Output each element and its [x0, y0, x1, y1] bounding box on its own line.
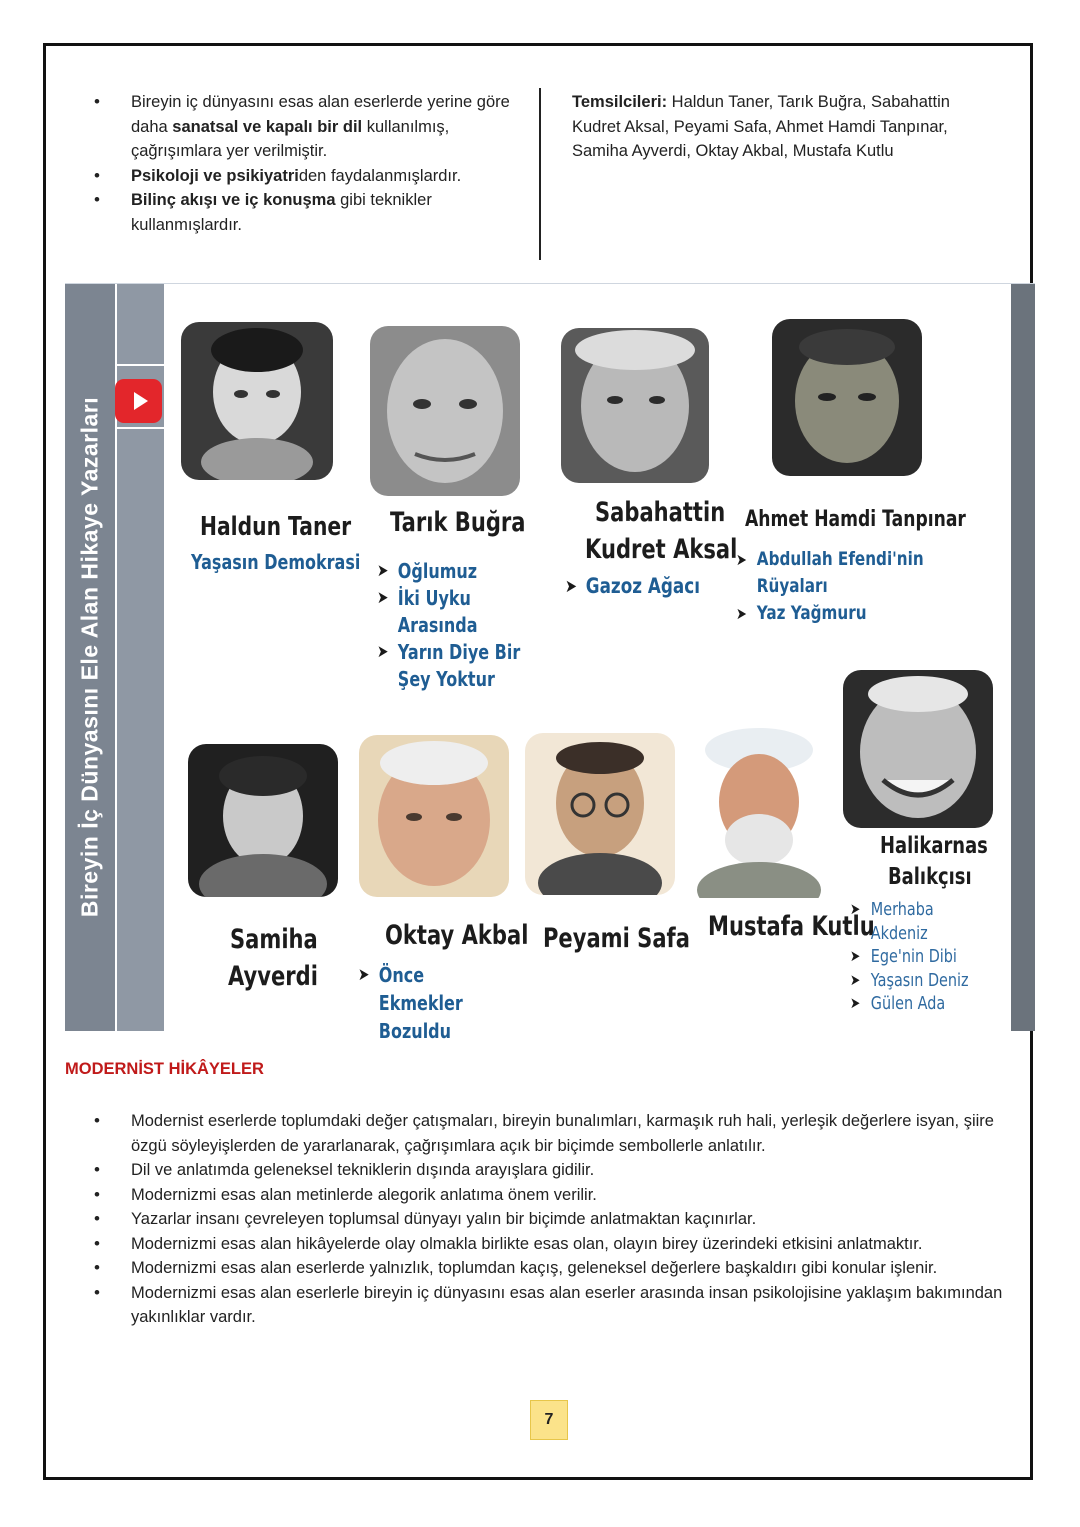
list-item: • Psikoloji ve psikiyatriden faydalanmışlardır.: [92, 164, 522, 189]
author-name: Peyami Safa: [543, 923, 690, 954]
play-icon[interactable]: [115, 379, 162, 423]
list-item: • Dil ve anlatımda geleneksel tekniklerin dışında arayışlara gidilir.: [92, 1158, 1007, 1183]
author-photo-oktay: [359, 735, 509, 897]
list-item: • Modernizmi esas alan hikâyelerde olay olmakla birlikte esas olan, olayın birey üzerindeki etkisini anlatmaktır.: [92, 1232, 1007, 1257]
author-work: Yaşasın Demokrasi: [191, 550, 361, 574]
section-heading: MODERNİST HİKÂYELER: [65, 1060, 264, 1078]
author-works: ➤ Önce Ekmekler Bozuldu: [358, 961, 502, 1045]
author-name: Halikarnas: [880, 833, 988, 859]
author-photo-tarik: [370, 326, 520, 496]
author-name: Haldun Taner: [200, 512, 352, 542]
list-item: • Modernizmi esas alan metinlerde alegorik anlatıma önem verilir.: [92, 1183, 1007, 1208]
modernist-list: [92, 1109, 1007, 1330]
representatives-text: Temsilcileri: Haldun Taner, Tarık Buğra, Sabahattin Kudret Aksal, Peyami Safa, Ahmet Hamdi Tanpınar, Samiha Ayverdi, Oktay Akbal, Mustafa Kutlu: [572, 93, 950, 160]
list-item: • Modernist eserlerde toplumdaki değer çatışmaları, bireyin bunalımları, karmaşık ruh hali, yerleşik değerlere isyan, şiire özgü söyleyişlerden de yararlanarak, çağrışımlara açık bir biçimde sembollerle anlatılır.: [92, 1109, 1007, 1158]
author-name: Kudret Aksal: [585, 534, 738, 565]
list-item: • Yazarlar insanı çevreleyen toplumsal dünyayı yalın bir biçimde anlatmaktan kaçınırlar.: [92, 1207, 1007, 1232]
right-strip: [1011, 284, 1035, 1031]
author-works: ➤ Oğlumuz ➤ İki Uyku Arasında ➤ Yarın Diye Bir Şey Yoktur: [377, 558, 521, 693]
author-photo-mustafa: [693, 720, 825, 898]
author-name: Mustafa Kutlu: [708, 911, 875, 942]
list-item: • Bilinç akışı ve iç konuşma gibi teknikler kullanmışlardır.: [92, 188, 522, 237]
author-photo-haldun: [181, 322, 333, 480]
modernist-section: [92, 1109, 1007, 1330]
author-works: ➤ Abdullah Efendi'nin Rüyaları ➤ Yaz Yağmuru: [736, 546, 992, 627]
author-photo-ahmet: [772, 319, 922, 476]
authors-panel: [65, 283, 1035, 1043]
author-name: Ahmet Hamdi Tanpınar: [745, 507, 966, 532]
top-left-column: [92, 90, 522, 237]
list-item: • Modernizmi esas alan eserlerde yalnızlık, toplumdan kaçış, geleneksel değerlere başkaldırı gibi konular işlenir.: [92, 1256, 1007, 1281]
page-number: 7: [530, 1400, 568, 1440]
author-photo-peyami: [525, 733, 675, 895]
list-item: • Bireyin iç dünyasını esas alan eserlerde yerine göre daha sanatsal ve kapalı bir dil kullanılmış, çağrışımlara yer verilmiştir.: [92, 90, 522, 164]
author-name: Ayverdi: [228, 961, 318, 992]
author-name: Oktay Akbal: [385, 920, 529, 951]
features-list: [92, 90, 522, 237]
author-name: Sabahattin: [595, 497, 726, 528]
list-item: • Modernizmi esas alan eserlerle bireyin iç dünyasını esas alan eserler arasında insan psikolojisine yaklaşım bakımından yakınlıklar vardır.: [92, 1281, 1007, 1330]
author-name: Balıkçısı: [888, 864, 972, 890]
author-photo-halikarnas: [843, 670, 993, 828]
panel-side-title: Bireyin İç Dünyasını Ele Alan Hikaye Yazarları: [76, 396, 103, 918]
author-name: Samiha: [230, 924, 318, 955]
divider: [117, 427, 164, 429]
author-photo-samiha: [188, 744, 338, 897]
author-photo-sabahattin: [561, 328, 709, 483]
author-name: Tarık Buğra: [390, 507, 526, 538]
divider: [117, 364, 164, 366]
column-divider: [539, 88, 541, 260]
author-works: ➤ Merhaba Akdeniz ➤ Ege'nin Dibi ➤ Yaşasın Deniz ➤ Gülen Ada: [850, 898, 986, 1016]
author-works: ➤ Gazoz Ağacı: [565, 573, 700, 600]
